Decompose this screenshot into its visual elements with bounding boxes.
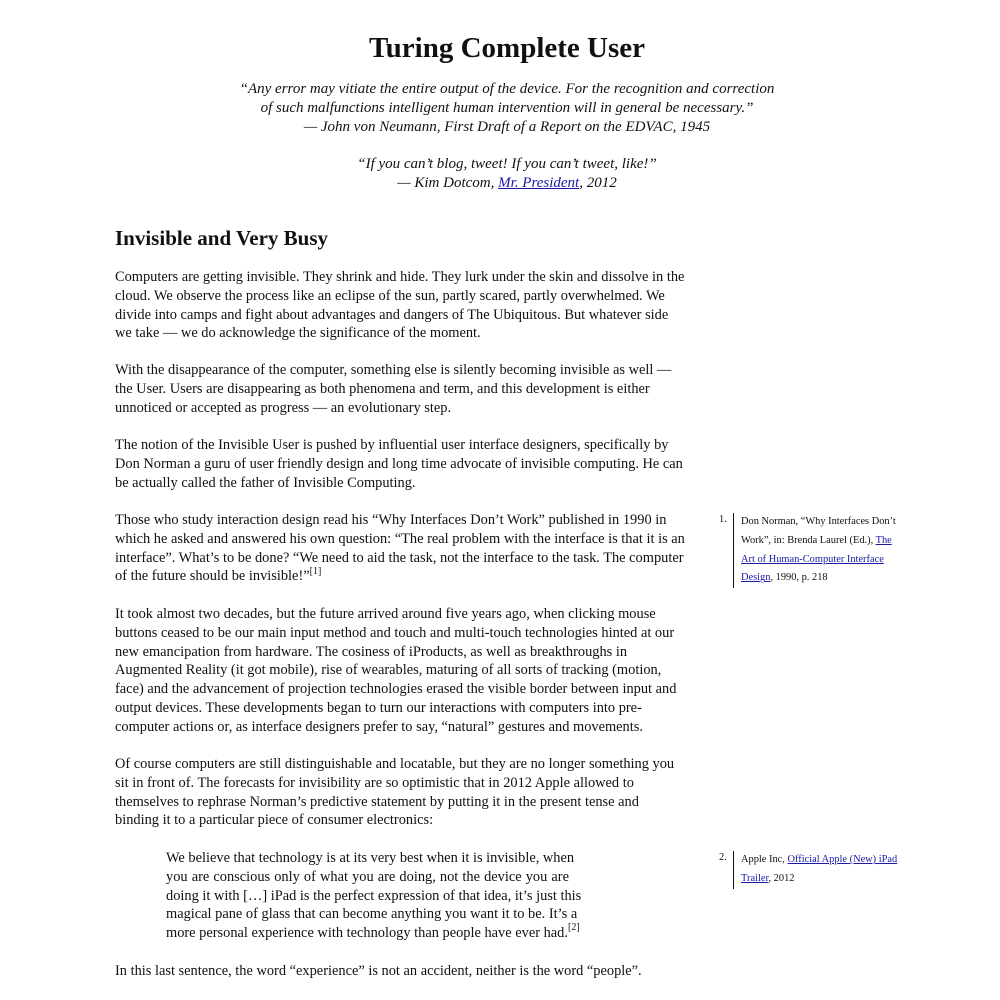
paragraph-line: divide into camps and fight about advantages and dangers of The Ubiquitous. But whatever side bbox=[115, 306, 669, 323]
paragraph-line: which he asked and answered his own question: “The real problem with the interface is that it is an bbox=[115, 530, 685, 547]
page-title: Turing Complete User bbox=[368, 32, 646, 64]
blockquote-line: We believe that technology is at its very best when it is invisible, when bbox=[166, 850, 575, 866]
paragraph-line: interface”. What’s to be done? “We need to aid the task, not the interface to the task. The computer bbox=[115, 549, 684, 566]
paragraph bbox=[115, 755, 675, 830]
paragraph-line-text: of the future should be invisible!” bbox=[115, 568, 310, 585]
book-link[interactable]: The bbox=[875, 534, 892, 546]
sidenote-line bbox=[741, 532, 896, 551]
paragraph-line: Of course computers are still distinguishable and locatable, but they are no longer something you bbox=[115, 756, 675, 772]
paragraph-line: Augmented Reality (it got mobile), rise of wearables, maturing of all sorts of tracking (motion, bbox=[115, 662, 662, 679]
paragraph-line: buttons ceased to be our main input method and touch and multi-touch technologies hinted at our bbox=[115, 624, 675, 641]
sidenote-text: Apple Inc, bbox=[741, 854, 788, 865]
book-link[interactable]: Art of Human-Computer Interface bbox=[741, 553, 884, 565]
blockquote-line: magical pane of glass that can become anything you want it to be. It’s a bbox=[166, 906, 578, 923]
paragraph-line: unnoticed or accepted as progress — an evolutionary step. bbox=[115, 399, 452, 416]
paragraph-line: cloud. We observe the process like an eclipse of the sun, partly scared, partly overwhelmed. We bbox=[115, 287, 665, 304]
paragraph-line: In this last sentence, the word “experience” is not an accident, neither is the word “people”. bbox=[115, 963, 642, 979]
paragraph-line: It took almost two decades, but the future arrived around five years ago, when clicking mouse bbox=[115, 606, 656, 622]
sidenote-body bbox=[733, 513, 896, 588]
epigraph-attribution bbox=[200, 174, 814, 193]
blockquote-line-text: more personal experience with technology than people have ever had. bbox=[166, 925, 568, 942]
epigraph-quote-line: “Any error may vitiate the entire output of the device. For the recognition and correction bbox=[239, 81, 775, 97]
blockquote-line: you are conscious only of what you are doing, not the device you are bbox=[166, 868, 569, 885]
sidenote-number: 2. bbox=[719, 852, 727, 863]
paragraph-line bbox=[115, 567, 665, 586]
paragraph bbox=[115, 268, 685, 343]
paragraph-line: Computers are getting invisible. They shrink and hide. They lurk under the skin and dissolve in the bbox=[115, 269, 685, 285]
paragraph-line: With the disappearance of the computer, something else is silently becoming invisible as well — bbox=[115, 362, 672, 378]
epigraph-von-neumann bbox=[200, 80, 814, 137]
paragraph-line: output devices. These developments began to turn our interactions with computers into pre- bbox=[115, 699, 642, 716]
paragraph-line: sit in front of. The forecasts for invisibility are so optimistic that in 2012 Apple allowed to bbox=[115, 774, 634, 791]
epigraph-dotcom bbox=[200, 155, 814, 193]
paragraph-line: themselves to rephrase Norman’s predictive statement by putting it in the present tense and bbox=[115, 793, 639, 810]
section-heading: Invisible and Very Busy bbox=[115, 226, 328, 250]
paragraph-line: face) and the advancement of projection technologies erased the visible border between input and bbox=[115, 681, 677, 698]
paragraph-line: computer actions or, as interface designers prefer to say, “natural” gestures and movements. bbox=[115, 718, 643, 735]
sidenote-text: , 2012 bbox=[768, 872, 795, 884]
paragraph-line: the User. Users are disappearing as both phenomena and term, and this development is either bbox=[115, 380, 650, 397]
paragraph bbox=[115, 605, 677, 737]
paragraph bbox=[115, 436, 683, 492]
blockquote-line: doing it with […] iPad is the perfect expression of that idea, it’s just this bbox=[166, 887, 582, 904]
footnote-ref-2[interactable]: [2] bbox=[567, 922, 580, 934]
attribution-suffix: , 2012 bbox=[579, 175, 617, 191]
sidenote-number: 1. bbox=[719, 514, 727, 525]
epigraph-quote-line: of such malfunctions intelligent human intervention will in general be necessary.” bbox=[260, 100, 754, 116]
sidenote-line bbox=[741, 870, 897, 889]
paragraph-line: Those who study interaction design read his “Why Interfaces Don’t Work” published in 1990 in bbox=[115, 512, 667, 528]
apple-blockquote bbox=[166, 849, 582, 943]
paragraph bbox=[115, 361, 672, 417]
paragraph bbox=[115, 511, 685, 586]
paragraph-line: new emancipation from hardware. The cosiness of iProducts, as well as breakthroughs in bbox=[115, 643, 628, 660]
sidenote-line bbox=[741, 569, 896, 588]
epigraph-quote-line: “If you can’t blog, tweet! If you can’t tweet, like!” bbox=[357, 156, 657, 172]
trailer-link[interactable]: Official Apple (New) iPad bbox=[787, 854, 898, 865]
sidenote-body bbox=[733, 851, 897, 889]
sidenote-line bbox=[741, 551, 896, 570]
trailer-link[interactable]: Trailer bbox=[741, 872, 769, 884]
paragraph-line: be actually called the father of Invisible Computing. bbox=[115, 474, 416, 491]
sidenote-text: Work”, in: Brenda Laurel (Ed.), bbox=[741, 534, 876, 546]
sidenote-line bbox=[741, 851, 897, 870]
paragraph bbox=[115, 962, 665, 981]
book-link[interactable]: Design bbox=[741, 572, 771, 584]
paragraph-line: The notion of the Invisible User is pushed by influential user interface designers, specifically by bbox=[115, 437, 669, 453]
sidenote-line: Don Norman, “Why Interfaces Don’t bbox=[741, 516, 896, 527]
sidenote-text: , 1990, p. 218 bbox=[770, 572, 828, 584]
paragraph-line: Don Norman a guru of user friendly design and long time advocate of invisible computing. He can bbox=[115, 455, 683, 472]
footnote-ref-1[interactable]: [1] bbox=[309, 565, 322, 577]
blockquote-line bbox=[166, 922, 580, 943]
paragraph-line: binding it to a particular piece of consumer electronics: bbox=[115, 812, 434, 829]
attribution-prefix: — Kim Dotcom, bbox=[397, 175, 499, 191]
mr-president-link[interactable]: Mr. President bbox=[498, 175, 580, 191]
epigraph-attribution: — John von Neumann, First Draft of a Report on the EDVAC, 1945 bbox=[303, 119, 711, 135]
paragraph-line: we take — we do acknowledge the significance of the moment. bbox=[115, 325, 481, 342]
